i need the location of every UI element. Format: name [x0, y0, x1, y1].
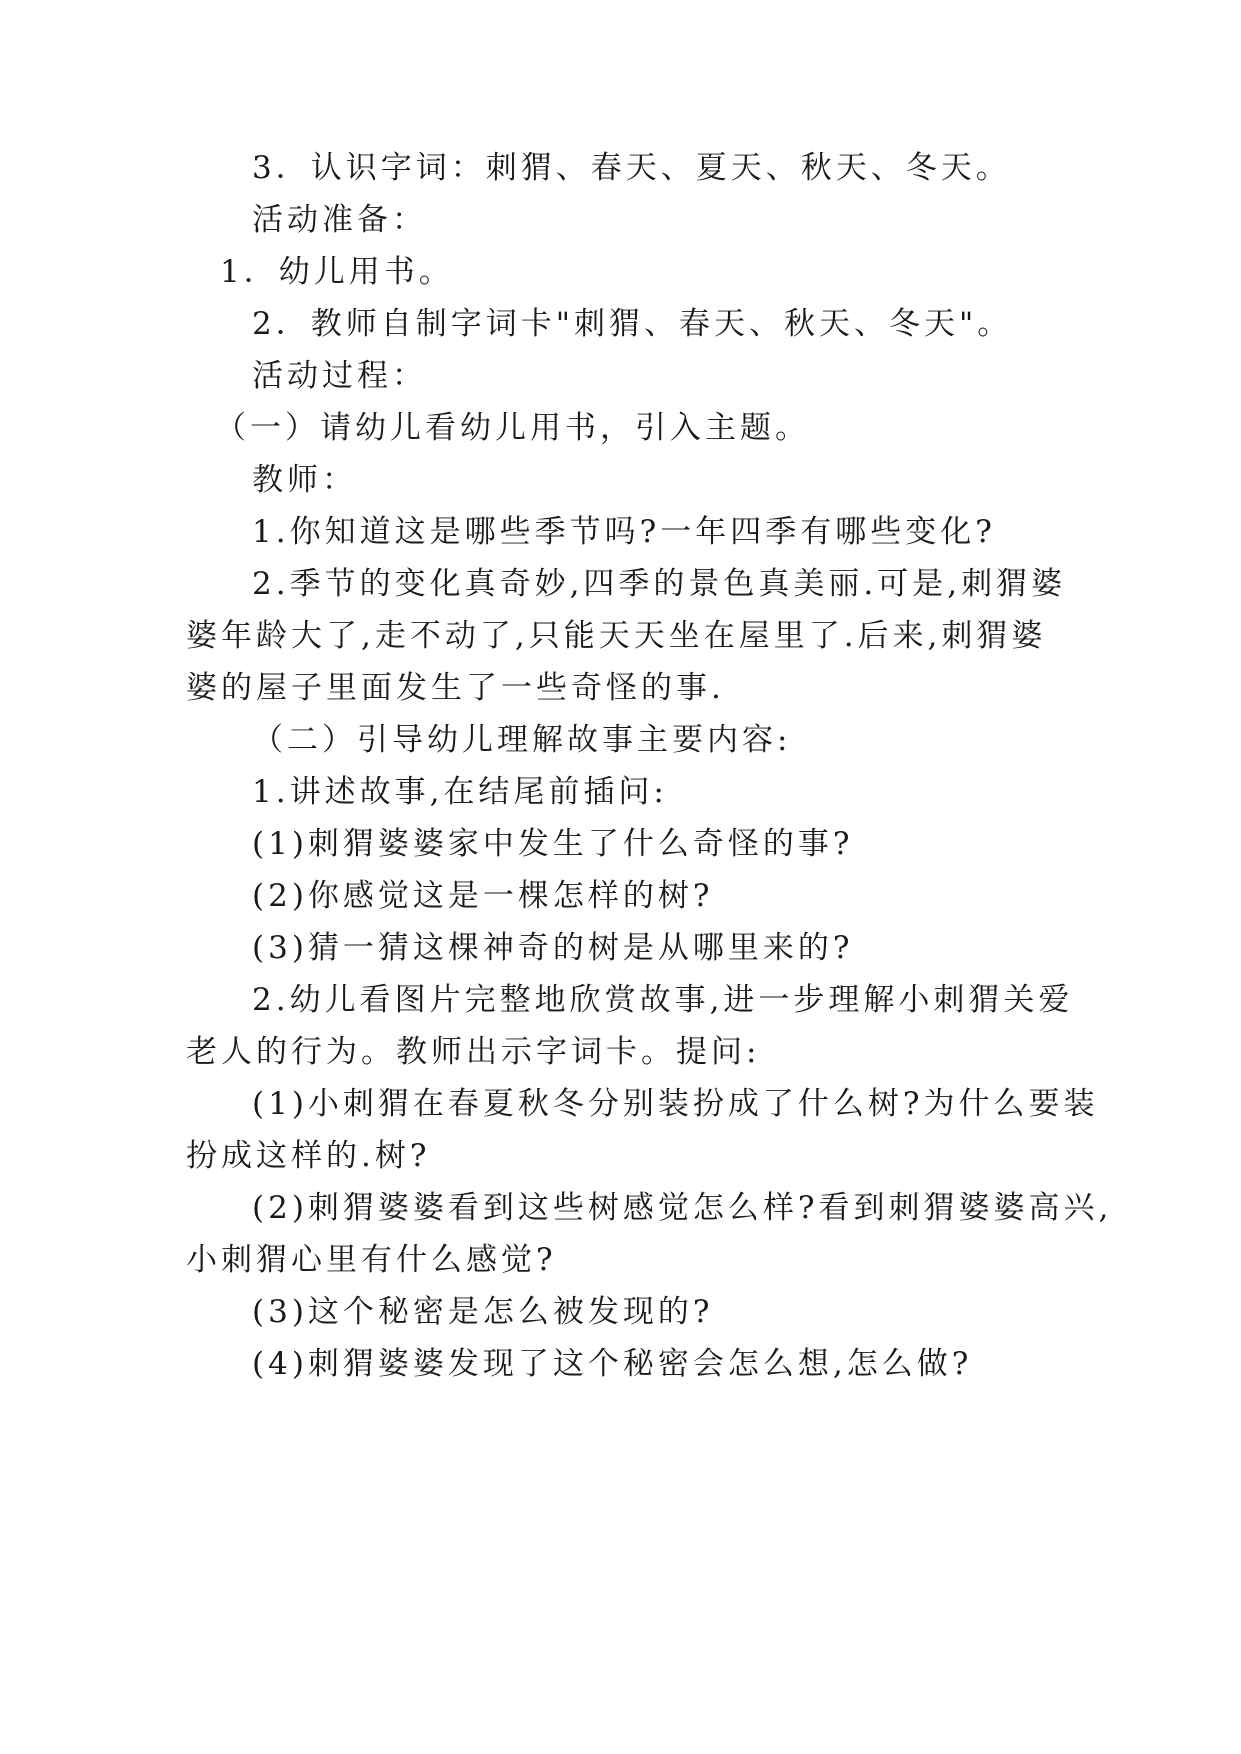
- text-line: 2.幼儿看图片完整地欣赏故事,进一步理解小刺猬关爱: [252, 982, 1074, 1018]
- text-line: (2)你感觉这是一棵怎样的树?: [252, 878, 714, 914]
- text-line: 2.季节的变化真奇妙,四季的景色真美丽.可是,刺猬婆: [252, 566, 1067, 602]
- text-line: 1．幼儿用书。: [220, 254, 454, 290]
- text-line: 2．教师自制字词卡"刺猬、春天、秋天、冬天"。: [252, 306, 1013, 342]
- text-line: 婆年龄大了,走不动了,只能天天坐在屋里了.后来,刺猬婆: [186, 618, 1047, 654]
- text-line: (2)刺猬婆婆看到这些树感觉怎么样?看到刺猬婆婆高兴,: [252, 1190, 1113, 1226]
- text-line: (3)这个秘密是怎么被发现的?: [252, 1294, 714, 1330]
- text-line: 活动准备：: [252, 202, 427, 238]
- text-line: （二）引导幼儿理解故事主要内容:: [252, 722, 792, 758]
- text-line: (3)猜一猜这棵神奇的树是从哪里来的?: [252, 930, 854, 966]
- text-line: 老人的行为。教师出示字词卡。提问:: [186, 1034, 761, 1070]
- text-line: 扮成这样的.树?: [186, 1138, 431, 1174]
- text-line: (1)小刺猬在春夏秋冬分别装扮成了什么树?为什么要装: [252, 1086, 1099, 1122]
- text-line: (4)刺猬婆婆发现了这个秘密会怎么想,怎么做?: [252, 1346, 973, 1382]
- text-line: 3．认识字词：刺猬、春天、夏天、秋天、冬天。: [252, 150, 1011, 186]
- text-line: 婆的屋子里面发生了一些奇怪的事.: [186, 670, 725, 706]
- text-line: 教师：: [252, 462, 357, 498]
- text-line: 活动过程：: [252, 358, 427, 394]
- text-line: （一）请幼儿看幼儿用书，引入主题。: [215, 410, 810, 446]
- text-line: (1)刺猬婆婆家中发生了什么奇怪的事?: [252, 826, 854, 862]
- text-line: 小刺猬心里有什么感觉?: [186, 1242, 557, 1278]
- text-line: 1.你知道这是哪些季节吗?一年四季有哪些变化?: [252, 514, 996, 550]
- text-line: 1.讲述故事,在结尾前插问:: [252, 774, 668, 810]
